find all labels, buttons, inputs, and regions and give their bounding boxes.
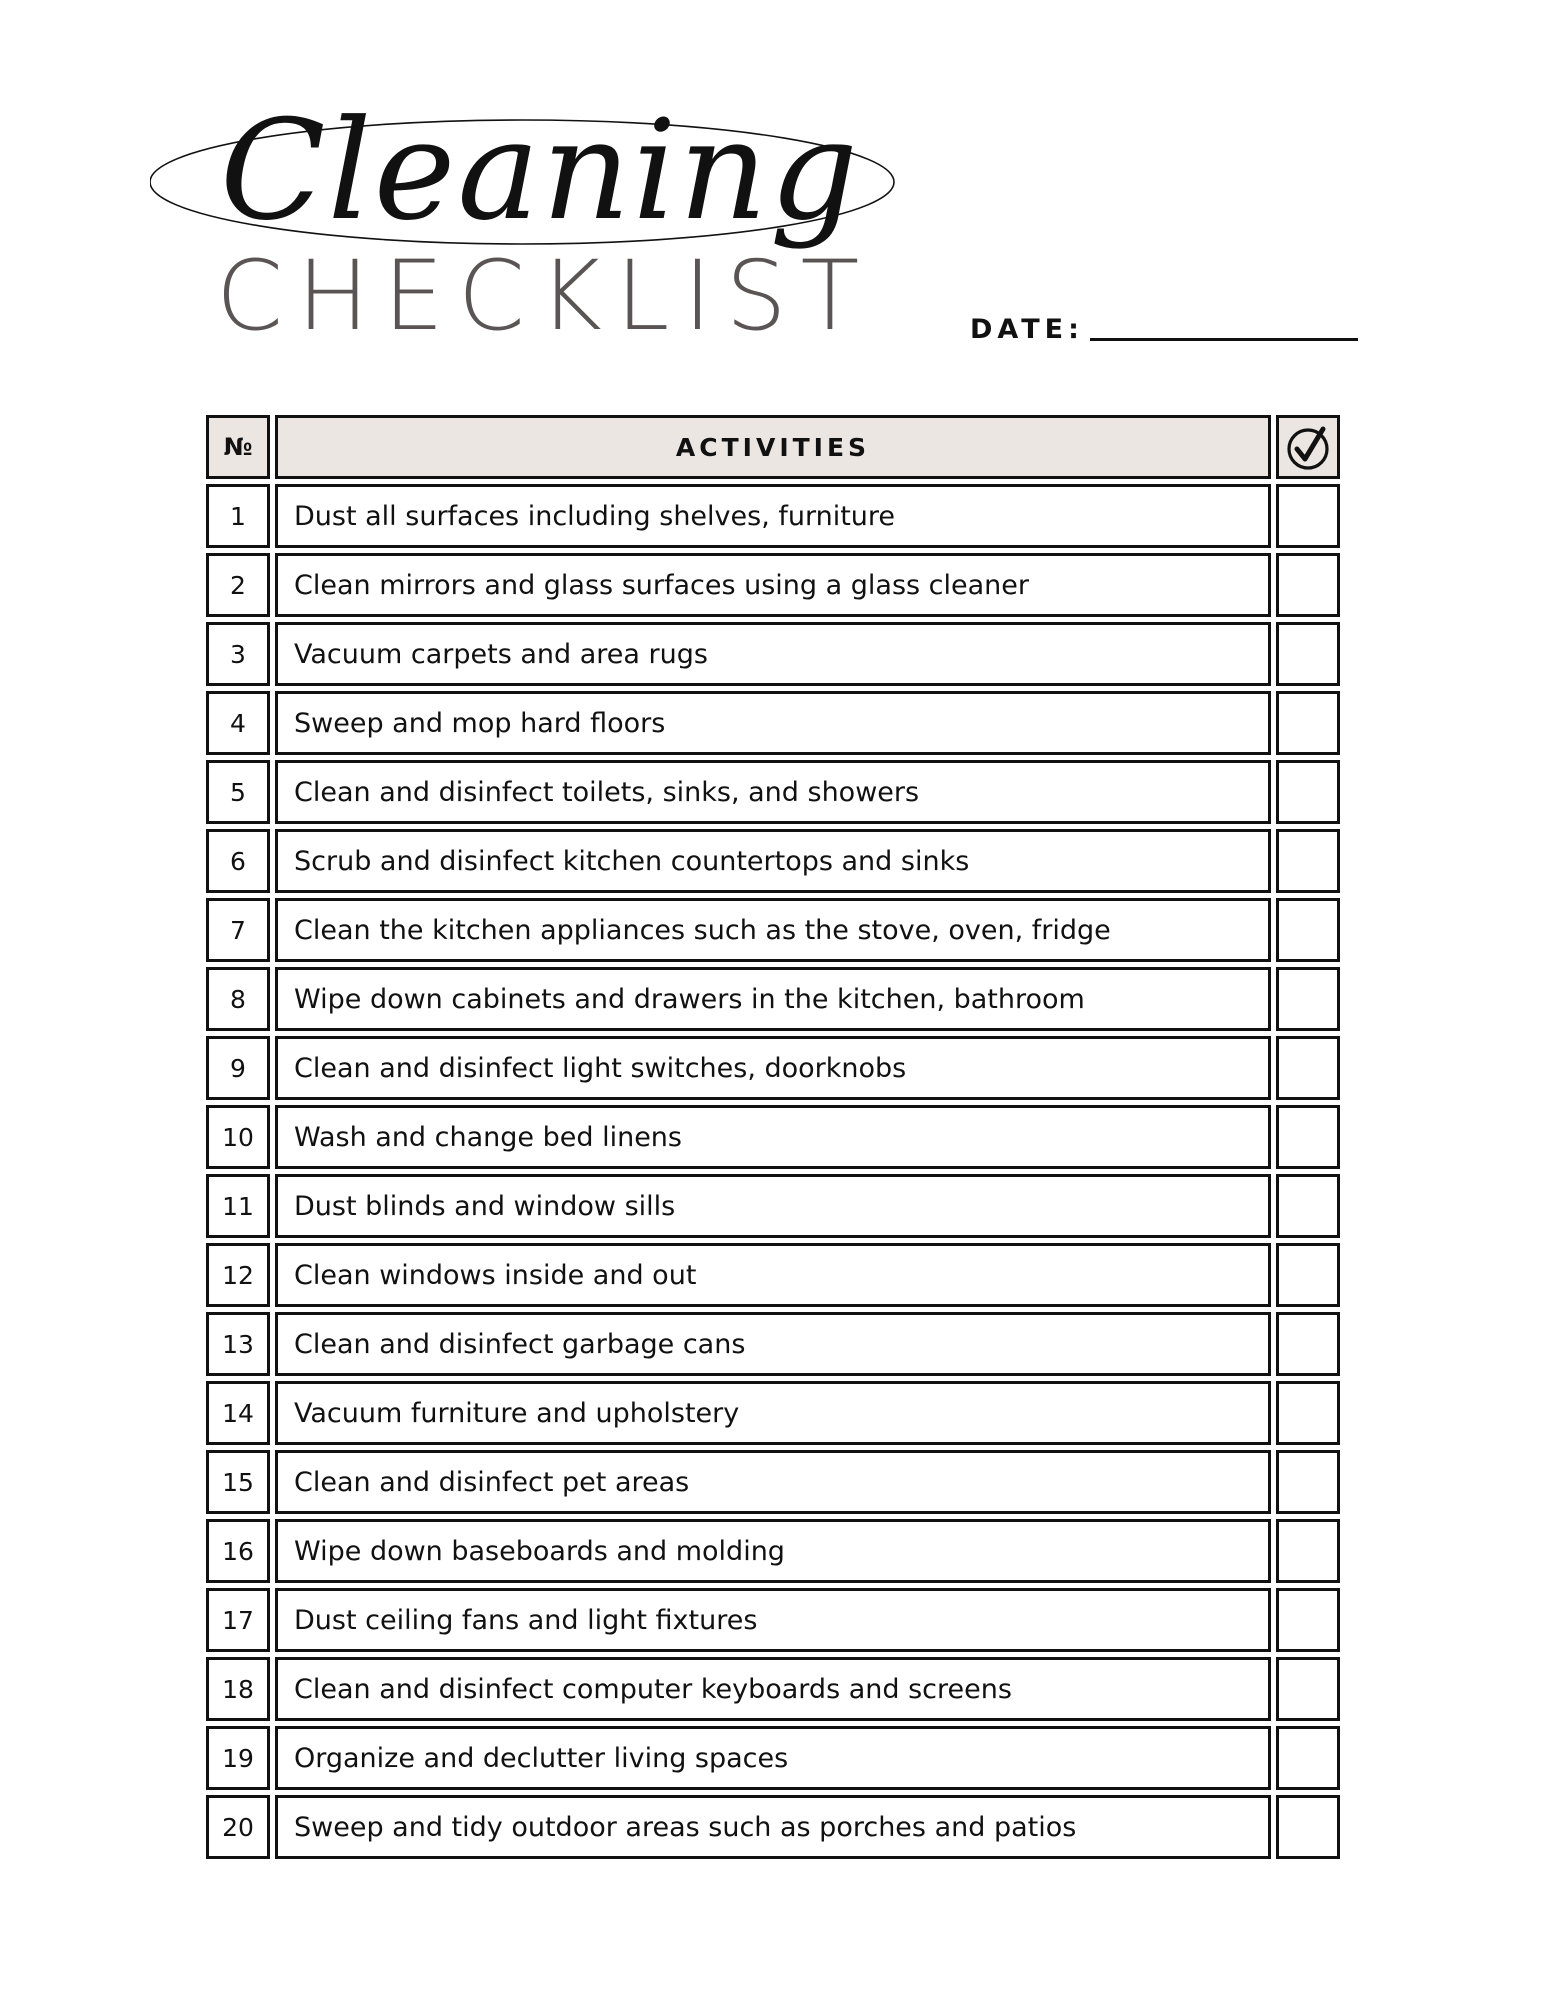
row-checkbox[interactable] (1276, 760, 1340, 824)
row-activity: Organize and declutter living spaces (275, 1726, 1271, 1790)
header-activities: ACTIVITIES (275, 415, 1271, 479)
row-number: 20 (206, 1795, 270, 1859)
row-activity: Sweep and tidy outdoor areas such as porches and patios (275, 1795, 1271, 1859)
row-checkbox[interactable] (1276, 691, 1340, 755)
table-row (206, 898, 1340, 962)
row-number: 4 (206, 691, 270, 755)
table-row (206, 1243, 1340, 1307)
row-number: 5 (206, 760, 270, 824)
table-row (206, 622, 1340, 686)
row-number: 17 (206, 1588, 270, 1652)
row-activity: Clean and disinfect pet areas (275, 1450, 1271, 1514)
row-activity: Clean and disinfect computer keyboards and screens (275, 1657, 1271, 1721)
row-activity: Scrub and disinfect kitchen countertops and sinks (275, 829, 1271, 893)
row-number: 18 (206, 1657, 270, 1721)
row-activity: Clean mirrors and glass surfaces using a glass cleaner (275, 553, 1271, 617)
row-checkbox[interactable] (1276, 1174, 1340, 1238)
row-number: 19 (206, 1726, 270, 1790)
checklist-table (206, 415, 1340, 1864)
row-number: 9 (206, 1036, 270, 1100)
row-number: 1 (206, 484, 270, 548)
main-title: CHECKLIST (216, 240, 874, 352)
row-activity: Vacuum carpets and area rugs (275, 622, 1271, 686)
row-checkbox[interactable] (1276, 1588, 1340, 1652)
row-activity: Wash and change bed linens (275, 1105, 1271, 1169)
row-activity: Dust all surfaces including shelves, furniture (275, 484, 1271, 548)
table-row (206, 553, 1340, 617)
table-row (206, 1036, 1340, 1100)
table-header (206, 415, 1340, 479)
table-row (206, 967, 1340, 1031)
table-row (206, 691, 1340, 755)
date-label: DATE: (970, 314, 1084, 345)
row-checkbox[interactable] (1276, 1519, 1340, 1583)
table-row (206, 1105, 1340, 1169)
row-number: 12 (206, 1243, 270, 1307)
table-body (206, 484, 1340, 1859)
row-checkbox[interactable] (1276, 1243, 1340, 1307)
row-checkbox[interactable] (1276, 1105, 1340, 1169)
row-activity: Clean windows inside and out (275, 1243, 1271, 1307)
row-checkbox[interactable] (1276, 1450, 1340, 1514)
row-activity: Clean the kitchen appliances such as the stove, oven, fridge (275, 898, 1271, 962)
header-check (1276, 415, 1340, 479)
table-row (206, 1588, 1340, 1652)
check-circle-icon (1283, 422, 1333, 472)
row-number: 15 (206, 1450, 270, 1514)
table-row (206, 484, 1340, 548)
row-activity: Dust blinds and window sills (275, 1174, 1271, 1238)
row-activity: Wipe down cabinets and drawers in the kitchen, bathroom (275, 967, 1271, 1031)
table-row (206, 1174, 1340, 1238)
row-activity: Wipe down baseboards and molding (275, 1519, 1271, 1583)
table-row (206, 1795, 1340, 1859)
row-number: 6 (206, 829, 270, 893)
date-field (970, 316, 1358, 343)
table-row (206, 829, 1340, 893)
header-number: № (206, 415, 270, 479)
row-number: 2 (206, 553, 270, 617)
row-checkbox[interactable] (1276, 898, 1340, 962)
table-row (206, 1726, 1340, 1790)
row-checkbox[interactable] (1276, 829, 1340, 893)
row-activity: Clean and disinfect toilets, sinks, and showers (275, 760, 1271, 824)
row-checkbox[interactable] (1276, 1795, 1340, 1859)
row-activity: Clean and disinfect garbage cans (275, 1312, 1271, 1376)
row-checkbox[interactable] (1276, 553, 1340, 617)
row-checkbox[interactable] (1276, 1036, 1340, 1100)
date-blank-line[interactable] (1090, 338, 1358, 341)
row-number: 3 (206, 622, 270, 686)
row-activity: Vacuum furniture and upholstery (275, 1381, 1271, 1445)
row-activity: Dust ceiling fans and light fixtures (275, 1588, 1271, 1652)
table-row (206, 760, 1340, 824)
row-checkbox[interactable] (1276, 484, 1340, 548)
table-row (206, 1312, 1340, 1376)
row-activity: Sweep and mop hard floors (275, 691, 1271, 755)
row-number: 16 (206, 1519, 270, 1583)
row-number: 14 (206, 1381, 270, 1445)
table-row (206, 1519, 1340, 1583)
table-row (206, 1450, 1340, 1514)
script-title-text: Cleaning (220, 90, 860, 251)
row-number: 7 (206, 898, 270, 962)
row-number: 10 (206, 1105, 270, 1169)
row-checkbox[interactable] (1276, 1381, 1340, 1445)
row-activity: Clean and disinfect light switches, doorknobs (275, 1036, 1271, 1100)
row-checkbox[interactable] (1276, 622, 1340, 686)
table-row (206, 1657, 1340, 1721)
row-checkbox[interactable] (1276, 967, 1340, 1031)
row-number: 11 (206, 1174, 270, 1238)
table-row (206, 1381, 1340, 1445)
row-checkbox[interactable] (1276, 1657, 1340, 1721)
row-number: 8 (206, 967, 270, 1031)
row-checkbox[interactable] (1276, 1312, 1340, 1376)
row-number: 13 (206, 1312, 270, 1376)
row-checkbox[interactable] (1276, 1726, 1340, 1790)
